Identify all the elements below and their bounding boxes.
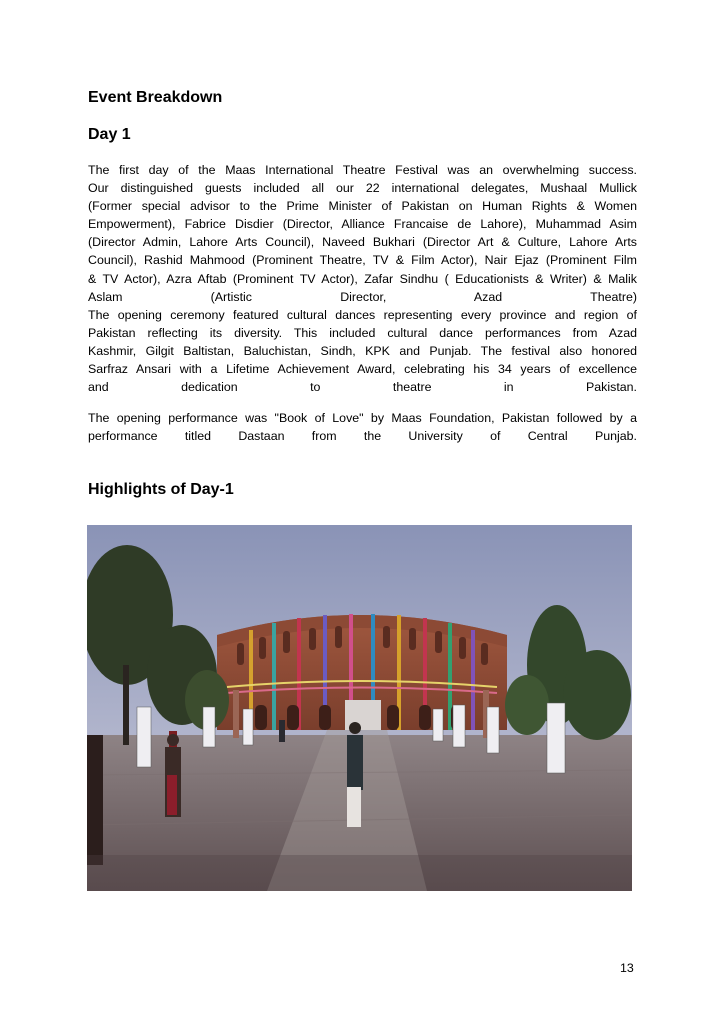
section-heading-highlights: Highlights of Day-1 (88, 481, 234, 498)
text-line: The opening performance was "Book of Love" by Maas Foundation, Pakistan followed by a (88, 411, 637, 425)
text-line: The first day of the Maas International Theatre Festival was an overwhelming success. (88, 163, 637, 177)
text-line: & TV Actor), Azra Aftab (Prominent TV Actor), Zafar Sindhu ( Educationists & Writer) & Malik (88, 271, 637, 286)
text-line: Sarfraz Ansari with a Lifetime Achievement Award, celebrating his 34 years of excellence (88, 362, 637, 377)
text-line: (Former special advisor to the Prime Minister of Pakistan on Human Rights & Women (88, 199, 637, 214)
page-number: 13 (620, 961, 634, 975)
paragraph-day1-summary (88, 161, 637, 396)
text-line: The opening ceremony featured cultural dances representing every province and region of (88, 307, 637, 322)
text-line: Pakistan reflecting its diversity. This included cultural dance performances from Azad (88, 325, 637, 340)
text-line: Our distinguished guests included all our 22 international delegates, Mushaal Mullick (88, 181, 637, 196)
text-line: Aslam (Artistic Director, Azad Theatre) (88, 289, 637, 304)
text-line: Kashmir, Gilgit Baltistan, Baluchistan, Sindh, KPK and Punjab. The festival also honored (88, 343, 637, 358)
text-line: and dedication to theatre in Pakistan. (88, 380, 637, 395)
text-line: Council), Rashid Mahmood (Prominent Theatre, TV & Film Actor), Nair Ejaz (Prominent Film (88, 253, 637, 268)
event-photo (87, 525, 632, 891)
text-line: performance titled Dastaan from the University of Central Punjab. (88, 429, 637, 444)
section-heading-day-1: Day 1 (88, 126, 131, 143)
text-line: Empowerment), Fabrice Disdier (Director, Alliance Francaise de Lahore), Muhammad Asim (88, 217, 637, 232)
section-heading-event-breakdown: Event Breakdown (88, 89, 223, 106)
paragraph-opening-performance (88, 409, 637, 445)
text-line: (Director Admin, Lahore Arts Council), Naveed Bukhari (Director Art & Culture, Lahore Arts (88, 235, 637, 250)
